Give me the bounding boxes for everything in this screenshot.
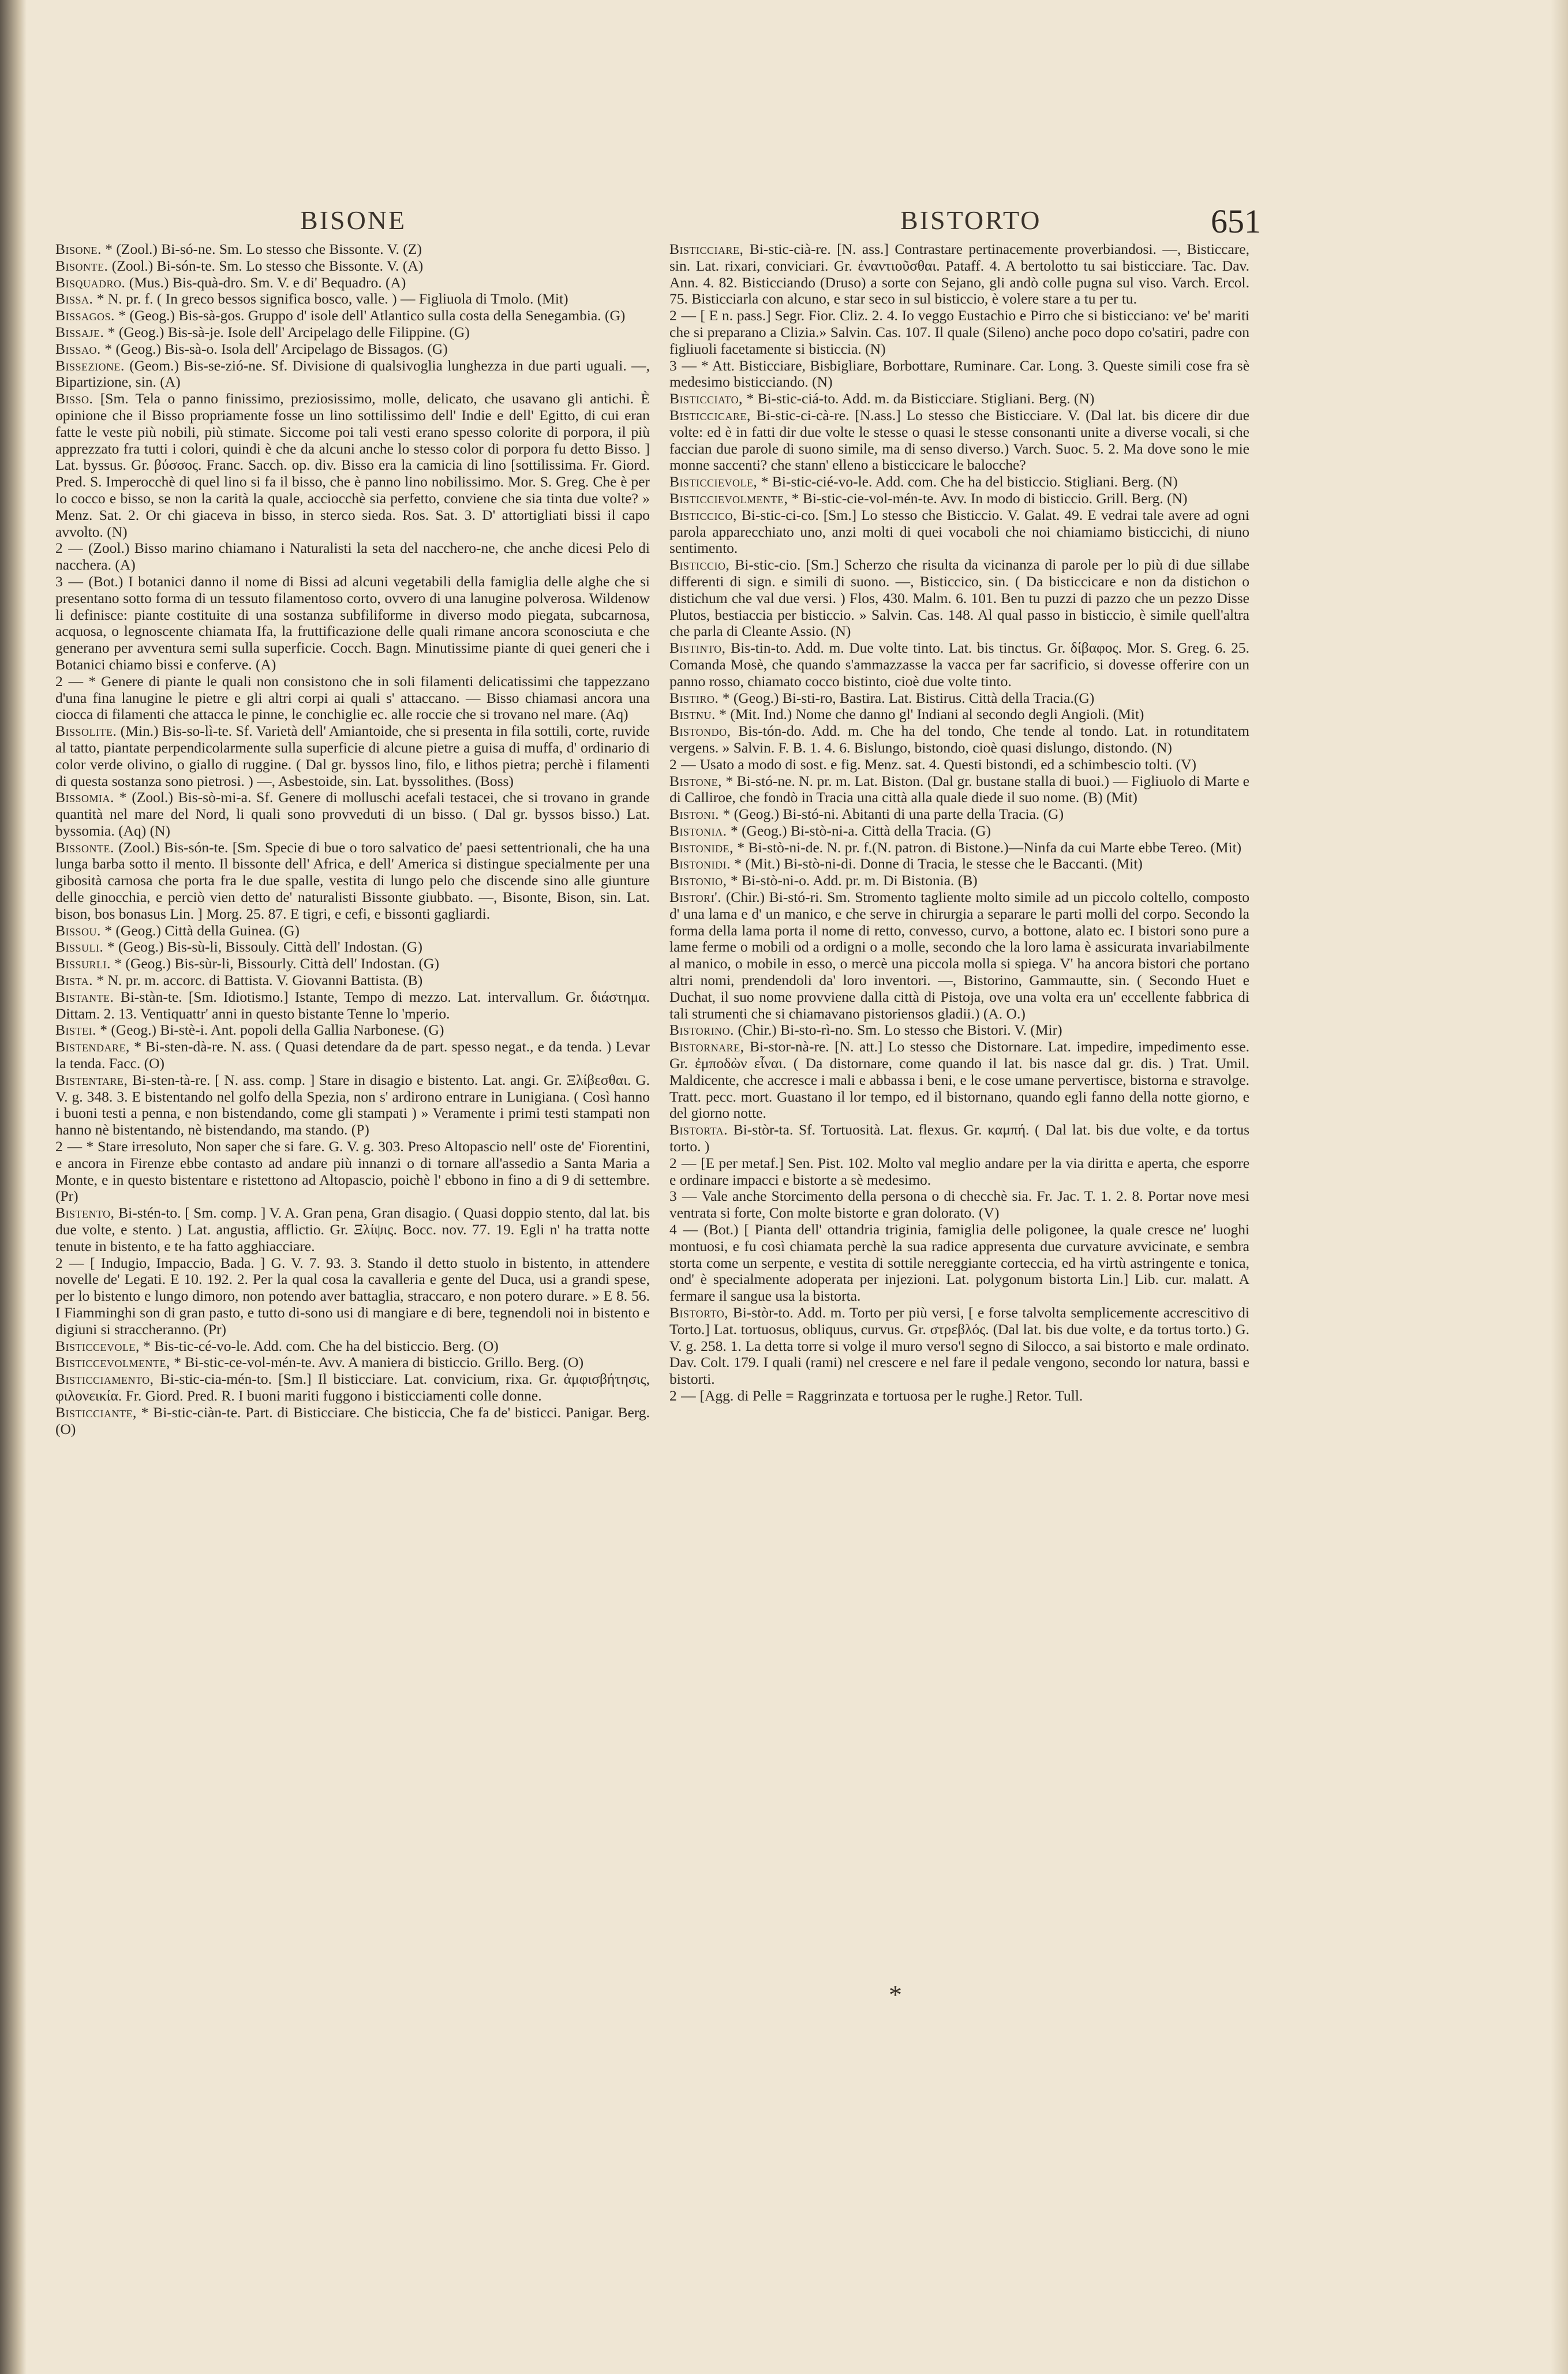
entry-definition: * (Geog.) Bi-stó-ni. Abitanti di una parte della Tracia. (G) [723,806,1064,823]
entry-headword: Bistorino. [669,1021,735,1039]
entry-definition: * Bi-stò-ni-de. N. pr. f.(N. patron. di Bistone.)—Ninfa da cui Marte ebbe Tereo. (Mit) [737,838,1242,856]
left-column [55,241,650,2330]
entry-headword: Bisticcievole, [669,473,758,490]
dictionary-entry [55,1338,650,1355]
entry-definition: * Bi-stó-ne. N. pr. m. Lat. Biston. (Dal gr. bustane stalla di buoi.) — Figliuolo di Marte e di Calliroe, che fondò in Tracia una città alla quale diede il suo nome. (B) (Mit) [669,772,1249,806]
entry-definition: * (Zool.) Bis-sò-mi-a. Sf. Genere di molluschi acefali testacei, che si trovano in grande quantità nel mare del Nord, li quali sono provveduti di un bisso. ( Dal gr. byssos bisso.) Lat. byssomia. (Aq) (N) [55,789,650,839]
entry-headword: 3 — [669,357,697,374]
entry-definition: Bi-stén-to. [ Sm. comp. ] V. A. Gran pena, Gran disagio. ( Quasi doppio stento, dal lat. bis due volte, e stento. ) Lat. angustia, afflictio. Gr. Ξλίψις. Bocc. nov. 77. 19. Egli n' ha tratta notte tenute in bistento, e te ha fatto agghiacciare. [55,1204,650,1255]
dictionary-entry [669,806,1249,823]
entry-definition: * (Mit. Ind.) Nome che danno gl' Indiani al secondo degli Angioli. (Mit) [719,706,1144,723]
dictionary-entry [669,1222,1249,1305]
entry-headword: Bisticcievolmente, [669,489,788,507]
entry-definition: (Mus.) Bis-quà-dro. Sm. V. e di' Bequadro. (A) [129,274,406,291]
dictionary-entry [55,1072,650,1139]
entry-headword: Bisquadro. [55,274,126,291]
entry-headword: Bisticcicare, [669,406,751,424]
dictionary-entry [55,324,650,341]
dictionary-entry [669,823,1249,840]
entry-definition: Bi-stic-cio. [Sm.] Scherzo che risulta da vicinanza di parole per lo più di due sillabe differenti di sign. e simili di suono. —, Bisticcico, sin. ( Da bisticcicare e non da distichon o distichum che val due versi. ) Flos, 430. Malm. 6. 101. Ben tu puzzi di pazzo che un pezzo Disse Plutos, bestiaccia per bisticcio. » Salvin. Cas. 148. Al qual passo in bisticcio, è simile quell'altra che parla di Cleante Assio. (N) [669,556,1249,640]
entry-headword: Bissezione. [55,357,125,374]
entry-definition: * Bis-tic-cé-vo-le. Add. com. Che ha del bisticcio. Berg. (O) [143,1337,499,1354]
entry-definition: Vale anche Storcimento della persona o di checchè sia. Fr. Jac. T. 1. 2. 8. Portar nove mesi ventrata si forte, Con molte bistorte e gran dolorato. (V) [669,1188,1249,1222]
dictionary-entry [669,757,1249,773]
dictionary-entry [55,1354,650,1371]
dictionary-entry [55,723,650,789]
entry-definition: * Bi-stic-cié-vo-le. Add. com. Che ha del bisticcio. Stigliani. Berg. (N) [761,473,1178,490]
entry-definition: * (Geog.) Bi-sti-ro, Bastira. Lat. Bistirus. Città della Tracia.(G) [722,689,1095,706]
entry-headword: 3 — [669,1188,697,1205]
entry-definition: * Bi-stic-cie-vol-mén-te. Avv. In modo di bisticcio. Grill. Berg. (N) [791,489,1188,507]
entry-definition: Bis-tón-do. Add. m. Che ha del tondo, Che tende al tondo. Lat. in rotunditatem vergens. » Salvin. F. B. 1. 4. 6. Bislungo, bistondo, cioè quasi dislungo, distondo. (N) [669,722,1249,756]
entry-headword: Bistorto, [669,1304,729,1321]
entry-headword: Bistei. [55,1021,96,1039]
entry-definition: * Bi-sten-dà-re. N. ass. ( Quasi detendare da de part. spesso negat., e da tenda. ) Levar la tenda. Facc. (O) [55,1038,650,1072]
entry-headword: Bisticcevole, [55,1337,140,1354]
entry-definition: * Bi-stò-ni-o. Add. pr. m. Di Bistonia. (B) [730,872,978,889]
entry-headword: Bissagos. [55,307,115,324]
entry-definition: * (Zool.) Bi-só-ne. Sm. Lo stesso che Bissonte. V. (Z) [105,241,422,257]
entry-definition: [Sm. Tela o panno finissimo, preziosissimo, molle, delicato, che usavano gli antichi. È opinione che il Bisso propriamente fosse un lino sottilissimo dell' Indie e dell' Egitto, di cui eran fatte le veste più nobili, più stimate. Siccome poi tali vesti erano spesso colorite di porpora, il più apprezzato fra tutti i colori, quindi è che da alcuni anche lo stesso color di porpora fu detto Bisso. ] Lat. byssus. Gr. βύσσος. Franc. Sacch. op. div. Bisso era la camicia di lino [sottilissima. Fr. Giord. Pred. S. Imperocchè di quel lino si fa il bisso, che è panno lino nobilissimo. Mor. S. Greg. Che è per lo cocco e bisso, se non la carità la quale, acciocchè sia perfetto, conviene che sia tinta due volte? » Menz. Sat. 2. Or chi giaceva in bisso, in sterco sieda. Ros. Sat. 3. D' attortigliati bissi il capo avvolto. (N) [55,390,650,540]
entry-headword: Bissurli. [55,955,111,972]
dictionary-entry [55,989,650,1023]
entry-headword: Bissonte. [55,838,114,856]
entry-headword: Bistendare, [55,1038,130,1055]
dictionary-entry [669,557,1249,640]
entry-definition: * (Geog.) Bis-sù-li, Bissouly. Città dell' Indostan. (G) [107,938,422,956]
entry-headword: Bisticciare, [669,241,744,257]
entry-definition: Bi-sten-tà-re. [ N. ass. comp. ] Stare in disagio e bistento. Lat. angi. Gr. Ξλίβεσθαι. G. V. g. 348. 3. E bistentando nel golfo della Spezia, non s' ardirono entrare in Lunigiana. ( Così hanno i buoni testi a penna, e non bistendando, come gli stampati ) » Veramente i primi testi stampati non hanno nè bistentando, nè bistendando, ma stando. (P) [55,1071,650,1139]
entry-headword: 2 — [55,1254,84,1271]
dictionary-entry [55,923,650,939]
dictionary-entry [55,1022,650,1039]
entry-definition: * (Geog.) Bis-sùr-li, Bissourly. Città dell' Indostan. (G) [114,955,439,972]
entry-definition: (Bot.) [ Pianta dell' ottandria triginia, famiglia delle poligonee, la quale cresce ne' luoghi montuosi, e fu così chiamata perchè la sua radice appresenta due curvature avvicinate, e sembra storta come un serpente, e vestita di sottile nereggiante corteccia, ed ha virtù astringente e tonica, ond' è specialmente adoperata per injezioni. Lat. polygonum bistorta Lin.] Lib. cur. malatt. A fermare il sangue usa la bistorta. [669,1221,1249,1305]
entry-headword: Bistornare, [669,1038,744,1055]
dictionary-entry [55,275,650,291]
entry-headword: Bissa. [55,290,93,308]
entry-definition: * Stare irresoluto, Non saper che si fare. G. V. g. 303. Preso Altopascio nell' oste de' Fiorentini, e ancora in Firenze ebbe contasto ad andare più innanzi o di tornare all'assedio a Santa Maria a Monte, e in questo bistentare e ristettono ad Altopascio, poichè l' ebbono in fino a di 9 di settembre. (Pr) [55,1138,650,1205]
dictionary-entry [55,1255,650,1338]
footer-mark: * [889,1980,902,2009]
entry-definition: (Zool.) Bi-són-te. Sm. Lo stesso che Bissonte. V. (A) [111,257,424,274]
dictionary-entry [669,358,1249,391]
dictionary-entry [55,939,650,956]
dictionary-entry [669,773,1249,807]
entry-definition: Bi-stic-cià-re. [N. ass.] Contrastare pertinacemente proverbiandosi. —, Bisticcare, sin. Lat. rixari, conviciari. Gr. ἐναντιοῦσθαι. Pataff. 4. A bertolotto tu sai bisticciare. Tac. Dav. Ann. 4. 82. Bisticciando (Druso) a sorte con Sejano, gli andò colle pugna sul viso. Varch. Ercol. 75. Bisticciarla con alcuno, e star seco in sul bisticcio, è volere stare a tu per tu. [669,241,1249,308]
dictionary-entry [669,1305,1249,1388]
dictionary-entry [669,507,1249,557]
entry-definition: * (Mit.) Bi-stò-ni-di. Donne di Tracia, le stesse che le Baccanti. (Mit) [734,855,1143,873]
entry-headword: Bisso. [55,390,93,407]
running-header-right: BISTORTO [900,205,1042,235]
dictionary-entry [55,291,650,308]
dictionary-entry [669,1022,1249,1039]
entry-headword: 3 — [55,572,84,590]
page-edge [1551,0,1568,2374]
dictionary-entry [55,391,650,540]
entry-headword: Bistiro. [669,689,719,706]
dictionary-entry [669,889,1249,1022]
dictionary-entry [55,972,650,989]
entry-definition: [E per metaf.] Sen. Pist. 102. Molto val meglio andare per la via diritta e aperta, che esporre e ordinare impacci e bistorte a sè medesimo. [669,1154,1249,1188]
dictionary-entry [669,490,1249,507]
entry-headword: Bistonidi. [669,855,731,873]
entry-definition: [Agg. di Pelle = Raggrinzata e tortuosa per le rughe.] Retor. Tull. [699,1387,1083,1404]
entry-definition: * Bi-stic-ciàn-te. Part. di Bisticciare. Che bisticcia, Che fa de' bisticci. Panigar. Berg. (O) [55,1403,650,1437]
entry-headword: Bistone, [669,772,723,789]
dictionary-entry [55,540,650,574]
entry-headword: Bistinto, [669,639,726,657]
entry-definition: Bi-stic-ci-cà-re. [N.ass.] Lo stesso che Bisticciare. V. (Dal lat. bis dicere dir due volte: ed è in fatti dir due volte le stesse o quasi le stesse consonanti unite a diverse vocali, si che faccian due parole di suono simile, ma di senso diverso.) Varch. Suoc. 5. 2. Ma dove sono le mie monne saccenti? che stann' elleno a bisticcicare le balocche? [669,406,1249,474]
entry-definition: Bi-stòr-ta. Sf. Tortuosità. Lat. flexus. Gr. καμπή. ( Dal lat. bis due volte, e da tortus torto. ) [669,1121,1249,1155]
entry-definition: (Zool.) Bisso marino chiamano i Naturalisti la seta del nacchero-ne, che anche dicesi Pelo di nacchera. (A) [55,540,650,574]
entry-headword: Bistnu. [669,706,716,723]
entry-definition: (Bot.) I botanici danno il nome di Bissi ad alcuni vegetabili della famiglia delle alghe che si presentano sotto forma di un tessuto filamentoso corto, ovvero di una lanugine polverosa. Wildenow li definisce: piante costituite di una sostanza subfiliforme in diverso modo piegata, subcarnosa, acquosa, o legnoscente chiamata Ifa, la fruttificazione delle quali rimane ancora sconosciuta e che generano per avventura semi sulla superficie. Cocch. Bagn. Minutissime piante di quei generi che i Botanici chiamo bissi e conferve. (A) [55,572,650,673]
entry-headword: Bisonte. [55,257,108,274]
entry-headword: Bisticciante, [55,1403,137,1421]
dictionary-entry [669,690,1249,707]
entry-definition: * (Geog.) Bis-sà-o. Isola dell' Arcipelago de Bissagos. (G) [104,340,448,357]
dictionary-entry [55,789,650,839]
entry-definition: * (Geog.) Bis-sà-je. Isole dell' Arcipelago delle Filippine. (G) [107,323,470,340]
dictionary-entry [669,856,1249,873]
dictionary-entry [55,1405,650,1438]
entry-definition: (Chir.) Bi-sto-rì-no. Sm. Lo stesso che Bistori. V. (Mir) [738,1021,1062,1039]
entry-definition: Bis-tin-to. Add. m. Due volte tinto. Lat. bis tinctus. Gr. δίβαφος. Mor. S. Greg. 6. 25. Comanda Mosè, che quando s'ammazzasse la vacca per far sacrificio, si dovesse offerire con un panno rosso, chiamato cocco bistinto, cioè due volte tinto. [669,639,1249,690]
entry-definition: * Genere di piante le quali non consistono che in soli filamenti delicatissimi che tappezzano d'una fina lanugine le pietre e gli altri corpi ai quali s' attaccano. — Bisso chiamasi ancora una ciocca di filamenti che attacca le pinne, le conchiglie ec. alle roccie che si trovano nel mare. (Aq) [55,672,650,723]
entry-headword: Bisticcico, [669,506,737,523]
entry-definition: * (Geog.) Città della Guinea. (G) [104,922,300,939]
entry-headword: Bissao. [55,340,101,357]
entry-headword: 2 — [669,307,697,324]
dictionary-entry [669,1388,1249,1405]
entry-definition: Usato a modo di sost. e fig. Menz. sat. 4. Questi bistondi, ed a schimbescio tolti. (V) [699,755,1197,773]
entry-headword: 2 — [55,540,84,557]
entry-headword: Bistonio, [669,872,727,889]
dictionary-entry [55,341,650,358]
dictionary-entry [55,258,650,275]
dictionary-entry [55,840,650,923]
dictionary-entry [55,308,650,324]
entry-definition: Bi-stòr-to. Add. m. Torto per più versi, [ e forse talvolta semplicemente accrescitivo di Torto.] Lat. tortuosus, obliquus, curvus. Gr. στρεβλός. (Dal lat. bis due volte, e da tortus torto.) G. V. g. 258. 1. La detta torre si volge il muro verso'l segno di Silocco, a sai bistorto e male ordinato. Dav. Colt. 179. I quali (rami) nel crescere e nel fare il pedale vengono, secondo lor natura, bassi e bistorti. [669,1304,1249,1388]
dictionary-entry [55,1139,650,1205]
dictionary-entry [55,673,650,723]
dictionary-entry [669,640,1249,690]
entry-headword: Bistento, [55,1204,115,1222]
page-number: 651 [1211,203,1261,240]
entry-headword: Bisticciamento, [55,1371,154,1388]
dictionary-entry [669,1039,1249,1122]
entry-headword: 4 — [669,1221,698,1238]
dictionary-entry [55,1039,650,1072]
entry-headword: 2 — [669,1154,697,1171]
right-column [669,241,1249,2330]
entry-headword: Bistorta. [669,1121,728,1139]
entry-headword: Bistonide, [669,838,734,856]
dictionary-entry [669,840,1249,856]
entry-definition: (Zool.) Bis-són-te. [Sm. Specie di bue o toro salvatico de' paesi settentrionali, che ha una lunga barba sotto il mento. Il bissonte dell' Africa, e dell' America si distingue specialmente per una gibosità carnosa che porta fra le due spalle, vestita di lungo pelo che discende sino alle giunture delle ginocchia, e perciò vien detto de' naturalisti Bissonte giubbato. —, Bisonte, Bison, sin. Lat. bison, bos bonasus Lin. ] Morg. 25. 87. E tigri, e cefi, e bissonti gagliardi. [55,838,650,922]
entry-headword: Bistonia. [669,822,727,839]
dictionary-entry [55,358,650,391]
running-header-left: BISONE [300,205,407,235]
entry-definition: [ Indugio, Impaccio, Bada. ] G. V. 7. 93. 3. Stando il detto stuolo in bistento, in attendere novelle de' Legati. E 10. 192. 2. Per la qual cosa la cavalleria e gente del Duca, usi a grandi spese, per lo bistento e lungo dimoro, non potendo aver battaglia, straccaro, e non potero durare. » E 8. 56. I Fiamminghi son di gran pasto, e tutto di-sono usi di mangiare e di bere, tegnendoli noi in bistento e digiuni si straccheranno. (Pr) [55,1254,650,1338]
dictionary-entry [669,308,1249,357]
dictionary-entry [669,1155,1249,1189]
entry-definition: * N. pr. m. accorc. di Battista. V. Giovanni Battista. (B) [96,972,423,989]
dictionary-entry [669,1188,1249,1222]
entry-headword: 2 — [55,1138,83,1155]
dictionary-entry [669,407,1249,474]
entry-headword: Bissou. [55,922,101,939]
entry-definition: (Chir.) Bi-stó-ri. Sm. Stromento tagliente molto simile ad un piccolo coltello, composto d' una lama e d' un manico, e che serve in chirurgia a separare le parti molli del corpo. Secondo la forma della lama porta il nome di retto, convesso, curvo, a bottone, alato ec. I bistori sono pure a lame ferme o mobili od a ordigni o a molle, secondo che la loro lama è assicurata invariabilmente al manico, o mobile in esso, o mercè una piccola molla si spiega. V' ha ancora bistori che portano altri nomi, prendendoli da' loro inventori. —, Bistorino, Gammautte, sin. ( Secondo Huet e Duchat, il suo nome provviene dalla città di Pistoja, ove una volta era un' eccellente fabbrica di tali strumenti che si chiamavano pistoriensos gladii.) (A. O.) [669,889,1249,1022]
entry-definition: (Geom.) Bis-se-zió-ne. Sf. Divisione di qualsivoglia lunghezza in due parti uguali. —, Bipartizione, sin. (A) [55,357,650,391]
entry-definition: (Min.) Bis-so-lì-te. Sf. Varietà dell' Amiantoide, che si presenta in fila sottili, corte, ruvide al tatto, piantate perpendicolarmente sulla superficie di alcune pietre a guisa di muffa, d' ordinario di color verde olivino, o giallo di ruggine. ( Dal gr. byssos lino, filo, e lithos pietra; perchè i filamenti di questa sostanza sono pietrosi. ) —, Asbestoide, sin. Lat. byssolithes. (Boss) [55,722,650,789]
entry-headword: Bissaje. [55,323,104,340]
entry-headword: 2 — [55,672,84,690]
dictionary-entry [669,241,1249,308]
entry-headword: 2 — [669,1387,697,1404]
entry-headword: Bistentare, [55,1071,128,1088]
entry-definition: Bi-stor-nà-re. [N. att.] Lo stesso che Distornare. Lat. impedire, impedimento esse. Gr. ἐμποδὼν εἶναι. ( Da distornare, come quando il lat. bis nasce dal gr. dis. ) Trat. Umil. Maldicente, che accresce i mali e abbassa i beni, e le cose umane pervertisce, bistorna e stravolge. Tratt. pecc. mort. Guastano il lor tempo, ed il bistornano, quando egli fanno della notte giorno, e del giorno notte. [669,1038,1249,1122]
book-binding-shadow [0,0,27,2374]
entry-definition: Bi-stic-cia-mén-to. [Sm.] Il bisticciare. Lat. convicium, rixa. Gr. ἀμφισβήτησις, φιλονεικία. Fr. Giord. Pred. R. I buoni mariti fuggono i bisticciamenti colle donne. [55,1371,650,1404]
entry-definition: * (Geog.) Bi-stò-ni-a. Città della Tracia. (G) [730,822,991,839]
entry-definition: Bi-stic-ci-co. [Sm.] Lo stesso che Bisticcio. V. Galat. 49. E vedrai tale avere ad ogni parola apparecchiato uno, anzi molti di quei vocaboli che noi chiamiamo bisticcichi, di niuno sentimento. [669,506,1249,557]
dictionary-entry [669,1122,1249,1155]
entry-definition: Bi-stàn-te. [Sm. Idiotismo.] Istante, Tempo di mezzo. Lat. intervallum. Gr. διάστημα. Dittam. 2. 13. Ventiquattr' anni in questo bistante Tenne lo 'mperio. [55,988,650,1022]
entry-headword: Bissuli. [55,938,104,956]
entry-headword: Bisticcevolmente, [55,1354,170,1371]
entry-definition: * Att. Bisticciare, Bisbigliare, Borbottare, Ruminare. Car. Long. 3. Queste simili cose fra sè medesimo bisticciando. (N) [669,357,1249,391]
entry-definition: [ E n. pass.] Segr. Fior. Cliz. 2. 4. Io veggo Eustachio e Pirro che si bisticciano: ve' be' mariti che si preparano a Clizia.» Salvin. Cas. 107. Il quale (Sileno) anche poco dopo co'satiri, padre con figliuoli facetamente si bisticcia. (N) [669,307,1249,357]
dictionary-entry [55,574,650,673]
dictionary-entry [669,723,1249,757]
entry-headword: Bissomia. [55,789,114,806]
dictionary-entry [669,706,1249,723]
entry-definition: * (Geog.) Bis-sà-gos. Gruppo d' isole dell' Atlantico sulla costa della Senegambia. (G) [118,307,626,324]
dictionary-entry [55,1205,650,1255]
entry-definition: * Bi-stic-ce-vol-mén-te. Avv. A maniera di bisticcio. Grillo. Berg. (O) [174,1354,584,1371]
entry-definition: * (Geog.) Bi-stè-i. Ant. popoli della Gallia Narbonese. (G) [100,1021,444,1039]
entry-headword: Bista. [55,972,93,989]
entry-headword: Bisticcio, [669,556,730,574]
dictionary-entry [55,241,650,258]
entry-headword: 2 — [669,755,697,773]
dictionary-entry [669,873,1249,889]
dictionary-entry [55,956,650,972]
entry-definition: * N. pr. f. ( In greco bessos significa bosco, valle. ) — Figliuola di Tmolo. (Mit) [96,290,568,308]
dictionary-entry [669,391,1249,407]
entry-definition: * Bi-stic-ciá-to. Add. m. da Bisticciare. Stigliani. Berg. (N) [746,390,1095,407]
entry-headword: Bistoni. [669,806,720,823]
entry-headword: Bisone. [55,241,102,257]
dictionary-entry [55,1371,650,1405]
entry-headword: Bisticciato, [669,390,743,407]
dictionary-entry [669,474,1249,490]
entry-headword: Bistondo, [669,722,731,740]
entry-headword: Bistori'. [669,889,722,906]
entry-headword: Bissolite. [55,722,117,740]
entry-headword: Bistante. [55,988,114,1005]
